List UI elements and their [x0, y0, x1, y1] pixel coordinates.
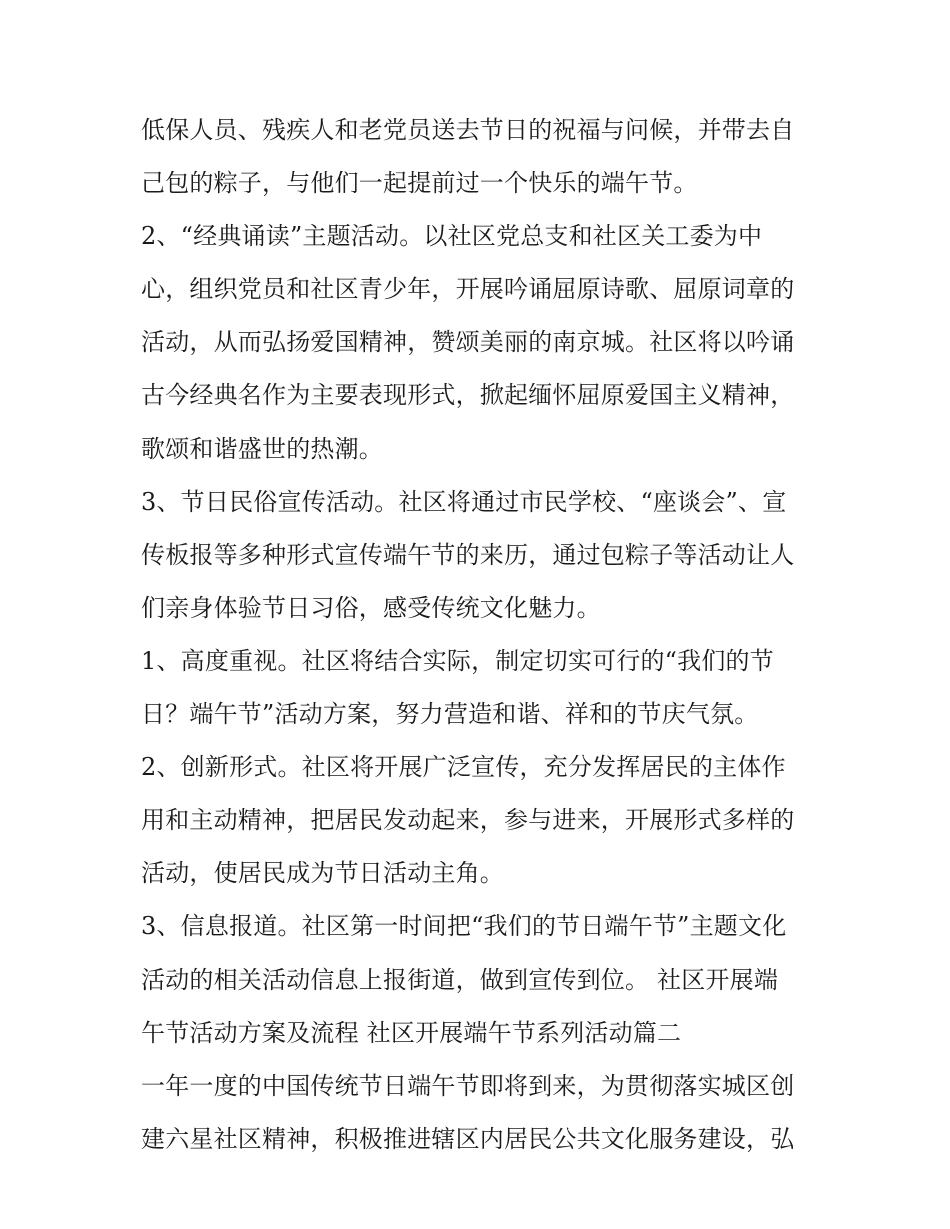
text-line: 2、“经典诵读”主题活动。以社区党总支和社区关工委为中: [141, 222, 763, 251]
text-line: 低保人员、残疾人和老党员送去节日的祝福与问候，并带去自: [141, 116, 795, 144]
text-line: 建六星社区精神，积极推进辖区内居民公共文化服务建设，弘: [141, 1124, 795, 1153]
text-line: 活动的相关活动信息上报街道，做到宣传到位。 社区开展端: [141, 965, 779, 994]
text-line: 一年一度的中国传统节日端午节即将到来，为贯彻落实城区创: [141, 1071, 795, 1100]
text-line: 活动，从而弘扬爱国精神，赞颂美丽的南京城。社区将以吟诵: [141, 328, 795, 357]
text-line: 们亲身体验节日习俗，感受传统文化魅力。: [141, 593, 601, 622]
text-line: 1、高度重视。社区将结合实际，制定切实可行的“我们的节: [141, 646, 774, 675]
text-line: 古今经典名作为主要表现形式，掀起缅怀屈原爱国主义精神，: [141, 381, 795, 410]
text-line: 心，组织党员和社区青少年，开展吟诵屈原诗歌、屈原词章的: [141, 275, 795, 304]
text-line: 活动，使居民成为节日活动主角。: [141, 859, 504, 888]
text-line: 3、信息报道。社区第一时间把“我们的节日端午节”主题文化: [141, 912, 787, 941]
text-line: 日？端午节”活动方案，努力营造和谐、祥和的节庆气氛。: [141, 700, 759, 729]
text-line: 2、创新形式。社区将开展广泛宣传，充分发挥居民的主体作: [141, 753, 786, 782]
document-body: [141, 104, 821, 1166]
text-line: 己包的粽子，与他们一起提前过一个快乐的端午节。: [141, 169, 698, 198]
text-line: 午节活动方案及流程 社区开展端午节系列活动篇二: [141, 1018, 682, 1047]
text-line: 传板报等多种形式宣传端午节的来历，通过包粽子等活动让人: [141, 540, 795, 569]
text-line: 用和主动精神，把居民发动起来，参与进来，开展形式多样的: [141, 806, 795, 835]
text-line: 3、节日民俗宣传活动。社区将通过市民学校、“座谈会”、宣: [141, 487, 787, 516]
text-line: 歌颂和谐盛世的热潮。: [141, 434, 383, 463]
